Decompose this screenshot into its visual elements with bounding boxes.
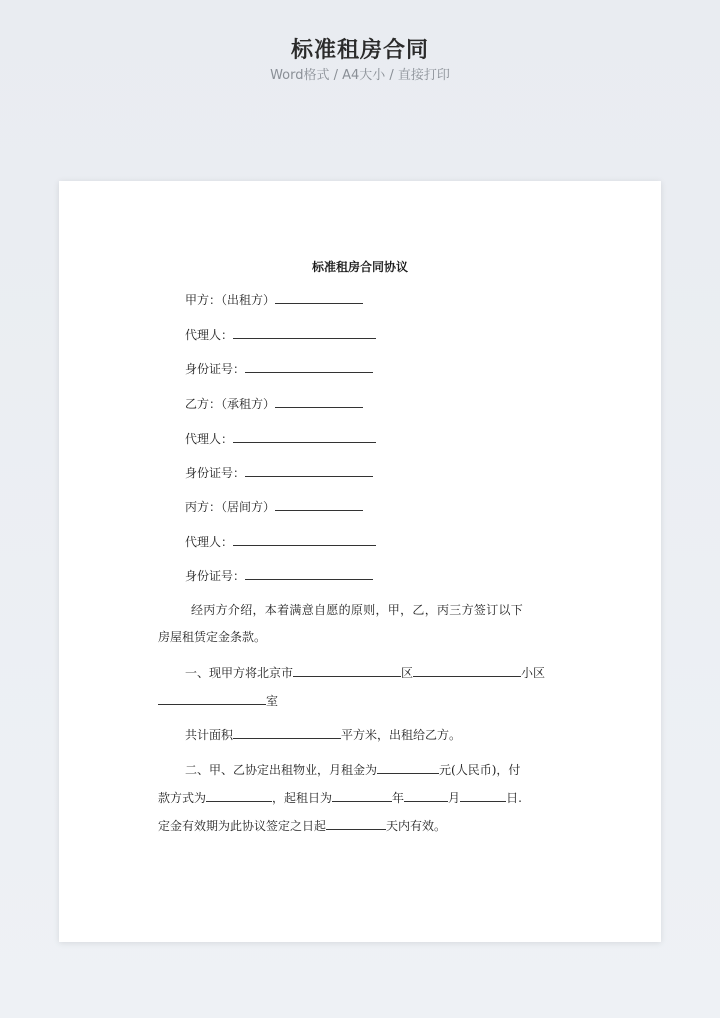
party-a-id-blank — [245, 360, 373, 373]
clause-2-line-3 — [158, 817, 446, 834]
clause-1-community: 小区 — [521, 666, 546, 680]
party-a-agent-label: 代理人： — [185, 328, 234, 342]
area-blank — [233, 726, 341, 739]
party-a-agent-line — [185, 326, 376, 343]
clause-1-line-1 — [185, 664, 545, 681]
party-c-label: 丙方：（居间方） — [185, 500, 276, 514]
party-c-blank — [275, 498, 363, 511]
party-c-id-blank — [245, 567, 373, 580]
party-b-id-label: 身份证号： — [185, 466, 246, 480]
clause-2-deposit: 定金有效期为此协议签定之日起 — [158, 819, 327, 833]
party-c-id-line — [185, 567, 373, 584]
page-title: 标准租房合同 — [290, 38, 429, 63]
clause-2-start: ，起租日为 — [272, 791, 333, 805]
room-blank — [158, 692, 266, 705]
rent-blank — [377, 761, 439, 774]
clause-2-year: 年 — [392, 791, 405, 805]
area-line — [185, 726, 461, 743]
party-c-id-label: 身份证号： — [185, 569, 246, 583]
party-b-blank — [275, 395, 363, 408]
community-blank — [413, 664, 521, 677]
clause-1-city: 一、现甲方将北京市 — [185, 666, 294, 680]
district-blank — [293, 664, 401, 677]
clause-2-payment: 款方式为 — [158, 791, 207, 805]
area-label: 共计面积 — [185, 728, 234, 742]
clause-1-district: 区 — [401, 666, 414, 680]
clause-2-rent: 二、甲、乙协定出租物业，月租金为 — [185, 763, 378, 777]
clause-1-room: 室 — [266, 694, 279, 708]
clause-2-line-2 — [158, 789, 522, 806]
clause-2-day: 日. — [506, 791, 522, 805]
month-blank — [404, 789, 448, 802]
clause-2-valid: 天内有效。 — [386, 819, 447, 833]
party-b-agent-line — [185, 430, 376, 447]
party-c-agent-line — [185, 533, 376, 550]
party-b-id-blank — [245, 464, 373, 477]
payment-blank — [206, 789, 272, 802]
party-a-id-line — [185, 360, 373, 377]
party-a-id-label: 身份证号： — [185, 362, 246, 376]
clause-2-currency: 元(人民币)，付 — [439, 763, 521, 777]
intro-line-2: 房屋租赁定金条款。 — [158, 630, 267, 644]
document-title: 标准租房合同协议 — [311, 260, 408, 274]
party-b-agent-blank — [233, 430, 376, 443]
party-b-id-line — [185, 464, 373, 481]
area-suffix: 平方米，出租给乙方。 — [341, 728, 462, 742]
party-c-line — [185, 498, 363, 515]
page-subtitle: Word格式 / A4大小 / 直接打印 — [270, 68, 450, 83]
intro-line-1: 经丙方介绍，本着满意自愿的原则，甲，乙，丙三方签订以下 — [191, 603, 524, 617]
party-a-label: 甲方：（出租方） — [185, 293, 276, 307]
party-a-agent-blank — [233, 326, 376, 339]
clause-1-line-2 — [158, 692, 278, 709]
day-blank — [460, 789, 506, 802]
party-b-label: 乙方：（承租方） — [185, 397, 276, 411]
party-c-agent-label: 代理人： — [185, 535, 234, 549]
document-body — [59, 181, 661, 942]
year-blank — [332, 789, 392, 802]
clause-2-line-1 — [185, 761, 520, 778]
party-b-line — [185, 395, 363, 412]
party-a-blank — [275, 291, 363, 304]
days-blank — [326, 817, 386, 830]
clause-2-month: 月 — [448, 791, 461, 805]
page-header — [0, 36, 720, 85]
party-c-agent-blank — [233, 533, 376, 546]
document-page — [59, 181, 661, 942]
party-b-agent-label: 代理人： — [185, 432, 234, 446]
party-a-line — [185, 291, 363, 308]
